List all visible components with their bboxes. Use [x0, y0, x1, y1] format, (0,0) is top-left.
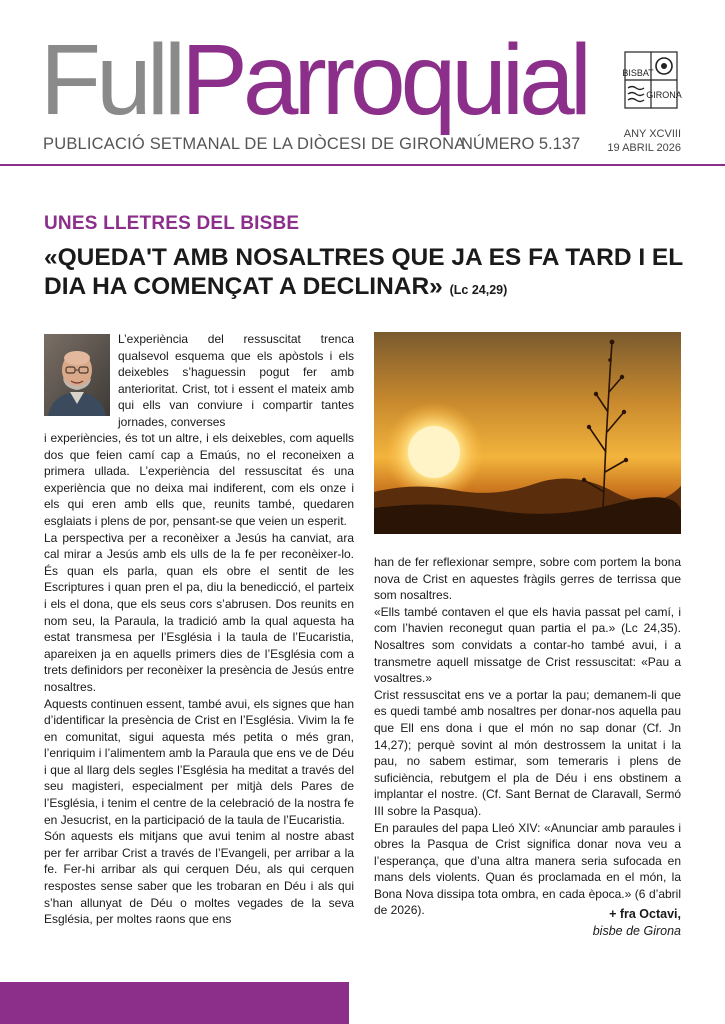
headline-text: «QUEDA'T AMB NOSALTRES QUE JA ES FA TARD I EL DIA HA COMENÇAT A DECLINAR» — [44, 244, 683, 300]
issue-date: 19 ABRIL 2026 — [607, 142, 681, 154]
bishop-portrait — [44, 334, 110, 416]
masthead-title-parroquial: Parroquial — [181, 24, 587, 136]
right-paragraph-4: En paraules del papa Lleó XIV: «Anunciar amb paraules i obres la Pasqua de Crist significa donar nova veu a l’esperança, que d’una altra manera seria sufocada en mans dels violents. Quan és proclamada en el món, la Bona Nova dissipa tota ombra, en cada època.» (6 d’abril de 2026). — [374, 820, 681, 918]
masthead-title-full: Full — [40, 24, 182, 136]
sunset-photo — [374, 332, 681, 534]
article-intro-wrap — [118, 331, 354, 431]
logo-text-top: BISBAT — [622, 68, 654, 78]
issue-info — [607, 127, 681, 155]
left-paragraph-4: Són aquests els mitjans que avui tenim al nostre abast per fer arribar Crist a través de l’Evangeli, per arribar a la fe. Fer-hi arribar als qui cerquen Déu, als qui cerquen respostes sense saber que les trobaran en Déu i als qui s’han allunyat de Déu o moltes vegades de la seva Església, per moltes raons que ens — [44, 829, 354, 927]
issue-year: ANY XCVIII — [623, 128, 681, 140]
article-left-column — [44, 430, 354, 928]
masthead-rule — [0, 164, 725, 166]
logo-text-bottom: GIRONA — [646, 90, 682, 100]
left-paragraph-1: i experiències, és tot un altre, i els deixebles, com aquells dos que feien camí cap a Emaús, no el reconeixen a primera ullada. L’experiència del ressuscitat és una experiència que no deixa mai indiferent, com els onze i els qui eren amb ells que, reunits també, quedaren esglaiats i plens de por, pensant-se que veien un esperit. — [44, 431, 354, 528]
left-paragraph-2: La perspectiva per a reconèixer a Jesús ha canviat, ara cal mirar a Jesús amb els ulls de la fe per reconèixer-lo. És quan els parla, quan els obre el sentit de les Escriptures i quan pren el pa, diu la benedicció, el parteix i els el dona, que els seus cors s’abrusen. Dos reunits en nom seu, la Paraula, la tradició amb la qual aquesta ha estat transmesa per l’Església i la taula de l’Eucaristia, apareixen ja en aquells primers dies de l’Església com a trets definidors per reconèixer la presència de Jesús entre nosaltres. — [44, 530, 354, 694]
signature-name: + fra Octavi, — [609, 907, 681, 921]
right-paragraph-3: Crist ressuscitat ens ve a portar la pau; demanem-li que es quedi també amb nosaltres per donar-nos aquella pau que Ell ens dona i que el món no sap donar (Cf. Jn 14,27); perquè sovint al món destrossem la unitat i la pau, no sabem estimar, som temeraris i plens de suficiència, rebutgem el pla de Déu i ens obstinem a implantar el nostre. (Cf. Sant Bernat de Claravall, Sermó III sobre la Pasqua). — [374, 687, 681, 818]
right-paragraph-1: han de fer reflexionar sempre, sobre com portem la bona nova de Crist en aquestes fràgils gerres de terrissa que som nosaltres. — [374, 555, 681, 603]
headline-reference: (Lc 24,29) — [449, 283, 508, 297]
signature-role: bisbe de Girona — [592, 924, 681, 938]
bisbat-girona-logo — [619, 48, 683, 112]
section-kicker: UNES LLETRES DEL BISBE — [44, 213, 300, 234]
issue-number: NÚMERO 5.137 — [461, 135, 581, 153]
masthead-subtitle: PUBLICACIÓ SETMANAL DE LA DIÒCESI DE GIRONA — [43, 135, 466, 153]
signature — [593, 906, 681, 940]
article-headline — [44, 243, 684, 305]
right-paragraph-2: «Ells també contaven el que els havia passat pel camí, i com l’havien reconegut quan partia el pa.» (Lc 24,35). Nosaltres som convidats a contar-ho també avui, i a transmetre aquell missatge de Crist ressuscitat: «Pau a vosaltres.» — [374, 604, 681, 686]
intro-paragraph: L’experiència del ressuscitat trenca qualsevol esquema que els apòstols i els deixebles s’haguessin pogut fer amb anterioritat. Crist, tot i essent el mateix amb qui ells van conviure i compartir tantes jornades, converses — [118, 332, 354, 429]
article-right-column — [374, 554, 681, 919]
left-paragraph-3: Aquests continuen essent, també avui, els signes que han d’identificar la presència de Crist en l’Església. Vivim la fe en comunitat, sigui aquesta més petita o més gran, l’enriquim i l’alimentem amb la Paraula que ens ve de Déu i que al llarg dels segles l’Església ha meditat a través del seu magisteri, especialment per mitjà dels Pares de l’Església, i tenim el centre de la celebració de la nostra fe en Jesucrist, en la participació de la taula de l’Eucaristia. — [44, 696, 354, 827]
masthead-title — [40, 24, 587, 136]
footer-bar — [0, 982, 349, 1024]
